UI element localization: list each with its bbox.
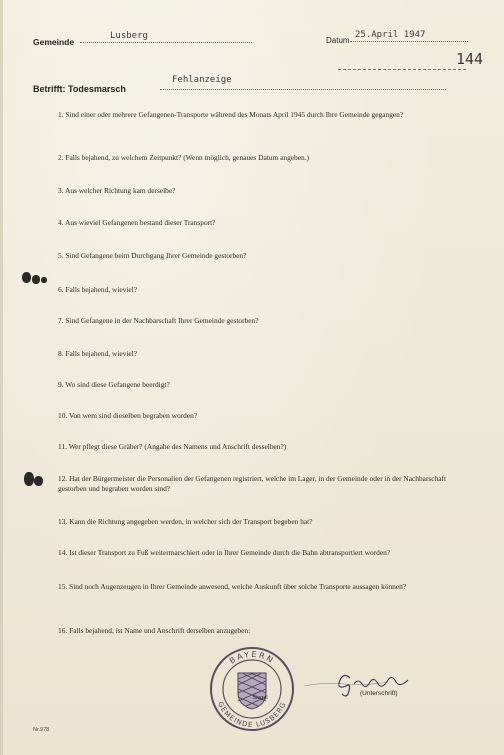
question-4: 4. Aus wieviel Gefangenen bestand dieser Transport? [58, 218, 216, 227]
page-number: 144 [456, 50, 484, 68]
question-11: 11. Wer pflegt diese Gräber? (Angabe des Namens und Anschrift desselben?) [58, 442, 287, 451]
betrifft-value: Fehlanzeige [172, 75, 232, 85]
gemeinde-label: Gemeinde [33, 37, 75, 47]
signature-label: (Unterschrift) [360, 690, 398, 697]
ink-mark-1 [22, 272, 31, 283]
question-8: 8. Falls bejahend, wieviel? [58, 349, 138, 358]
datum-label: Datum [326, 36, 350, 45]
ink-mark-2 [32, 275, 40, 284]
question-13: 13. Kann die Richtung angegeben werden, in welcher sich der Transport begeben hat? [58, 517, 313, 526]
gemeinde-underline [80, 42, 252, 43]
left-edge-shadow [0, 0, 3, 755]
datum-underline [350, 41, 468, 42]
municipal-seal-stamp [208, 645, 296, 733]
question-9: 9. Wo sind diese Gefangene beerdigt? [58, 380, 170, 389]
question-14: 14. Ist dieser Transport zu Fuß weitermarschiert oder in Ihrer Gemeinde durch die Bahn abtransportiert worden? [58, 548, 391, 557]
stamp-bottom-text: GEMEINDE LUSBERG [216, 700, 288, 730]
ink-mark-4 [24, 472, 34, 486]
betrifft-label: Betrifft: Todesmarsch [33, 84, 126, 94]
form-code: Nr.978 [33, 727, 50, 733]
ink-mark-3 [41, 277, 47, 283]
betrifft-underline [160, 89, 446, 90]
question-6: 6. Falls bejahend, wieviel? [58, 285, 138, 294]
bavarian-shield-icon [238, 673, 266, 709]
gemeinde-value: Lusberg [110, 31, 148, 41]
stamp-center-text: Siegel [252, 695, 268, 701]
question-12: 12. Hat der Bürgermeister die Personalien der Gefangenen registriert, welche im Lager, in der Gemeinde oder in der Nachbarschaft gestorben und begraben worden sind? [58, 474, 447, 493]
question-16: 16. Falls bejahend, ist Name und Anschrift derselben anzugeben: [58, 626, 251, 635]
question-3: 3. Aus welcher Richtung kam derselbe? [58, 186, 176, 195]
question-5: 5. Sind Gefangene beim Durchgang Ihrer Gemeinde gestorben? [58, 251, 247, 260]
datum-value: 25.April 1947 [355, 30, 426, 40]
question-15: 15. Sind noch Augenzeugen in Ihrer Gemeinde anwesend, welche Auskunft über solche Transporte aussagen können? [58, 582, 407, 591]
stamp-top-text: BAYERN [227, 649, 277, 666]
question-7: 7. Sind Gefangene in der Nachbarschaft Ihrer Gemeinde gestorben? [58, 316, 259, 325]
ink-mark-5 [34, 476, 43, 486]
header-dashed-line [338, 69, 466, 70]
question-10: 10. Von wem sind dieselben begraben worden? [58, 411, 198, 420]
question-2: 2. Falls bejahend, zu welchem Zeitpunkt? (Wenn möglich, genaues Datum angeben.) [58, 153, 310, 162]
question-1: 1. Sind einer oder mehrere Gefangenen-Transporte während des Monats April 1945 durch Ihre Gemeinde gegangen? [58, 110, 404, 119]
